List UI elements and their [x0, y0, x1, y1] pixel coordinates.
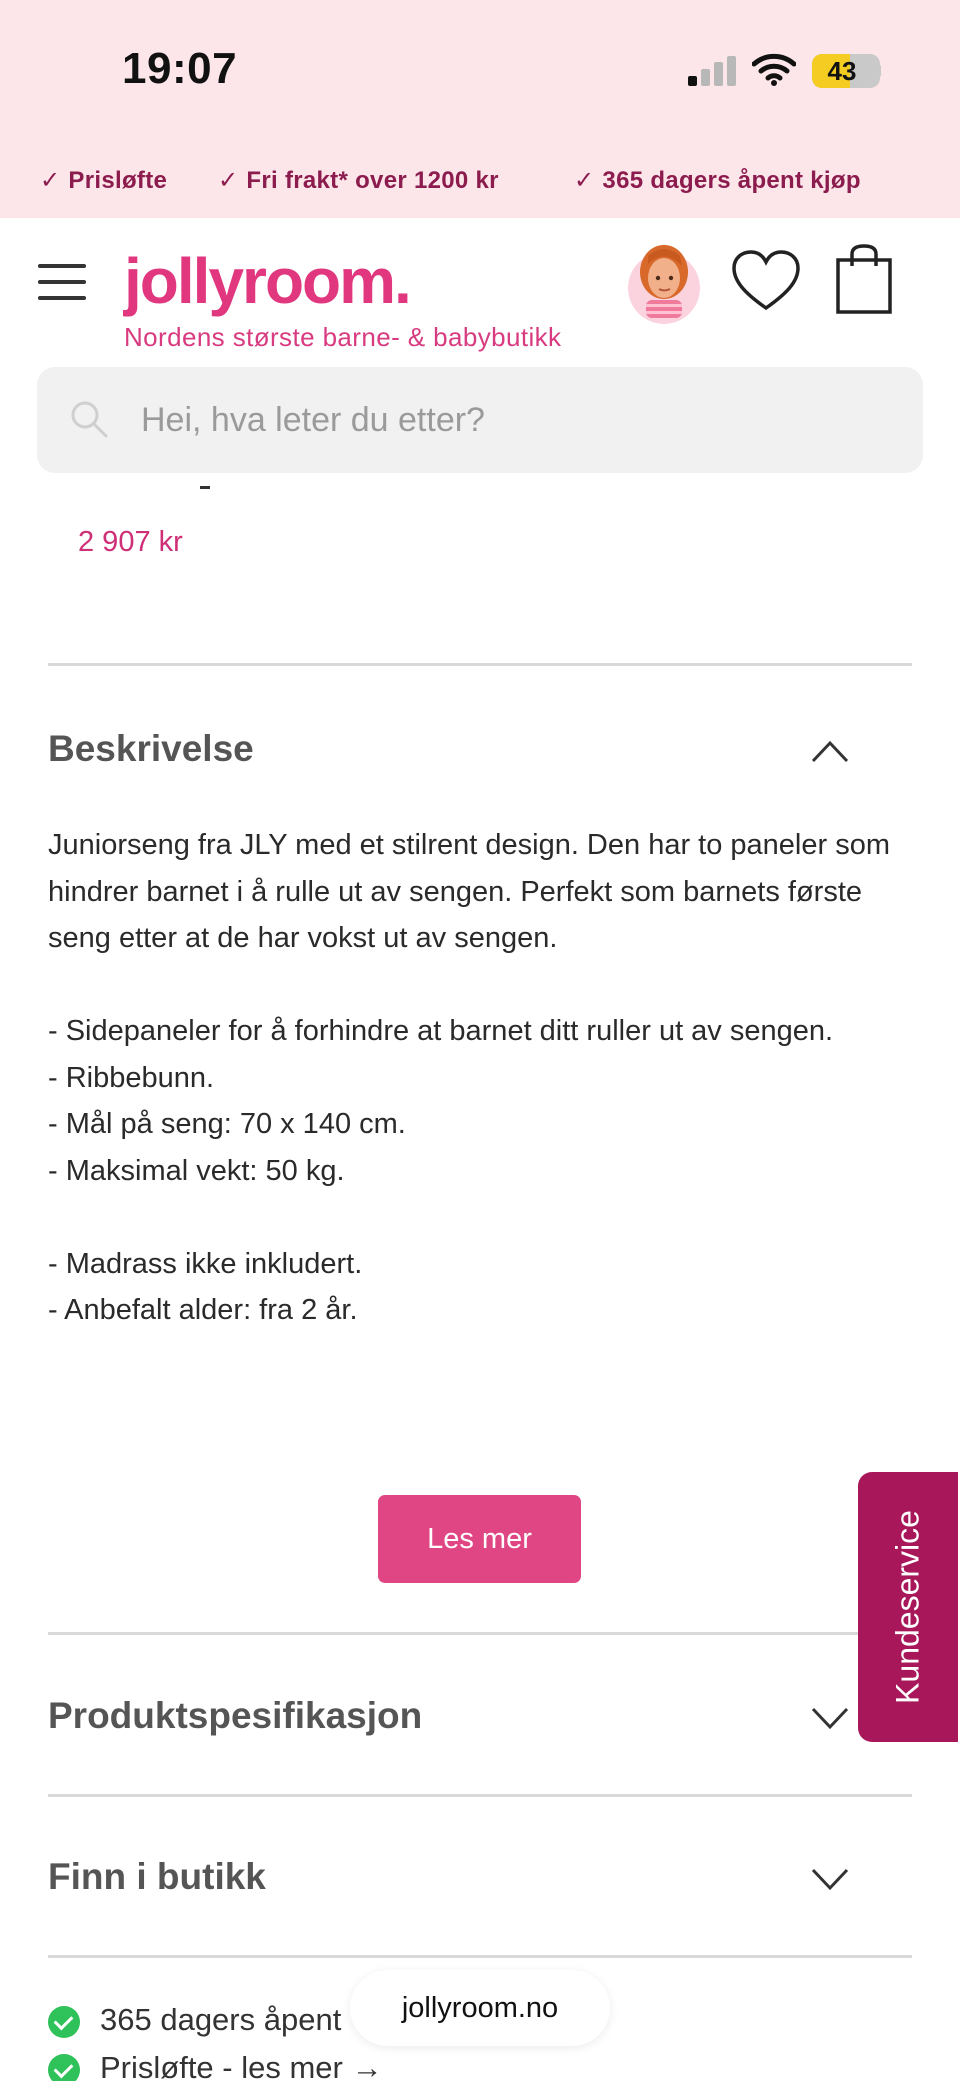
dash-mark [200, 486, 210, 489]
usp-item: ✓ 365 dagers åpent kjøp [574, 167, 861, 194]
product-description: Juniorseng fra JLY med et stilrent design. Den har to paneler som hindrer barnet i å rulle ut av sengen. Perfekt som barnets første seng etter at de har vokst ut av sengen. - Sidepaneler for å forhindre at barnet ditt ruller ut av sengen. - Ribbebunn. - Mål på seng: 70 x 140 cm. - Maksimal vekt: 50 kg. - Madrass ikke inkludert. - Anbefalt alder: fra 2 år. [48, 829, 890, 1326]
search-bar[interactable] [37, 367, 923, 473]
customer-service-tab[interactable] [858, 1472, 958, 1742]
read-more-button[interactable]: Les mer [378, 1495, 581, 1583]
search-icon [69, 399, 109, 439]
check-icon: ✓ [40, 167, 61, 194]
shopping-bag-icon[interactable] [834, 242, 894, 316]
usp-item: ✓ Prisløfte [40, 167, 168, 194]
section-divider [48, 1632, 912, 1635]
find-in-store-heading[interactable]: Finn i butikk [48, 1856, 266, 1897]
chevron-down-icon[interactable] [810, 1706, 850, 1732]
chevron-down-icon[interactable] [810, 1867, 850, 1893]
cellular-signal-icon [688, 56, 736, 86]
assistant-avatar-icon[interactable] [626, 236, 702, 326]
browser-url-bar[interactable]: jollyroom.no [350, 1970, 610, 2046]
usp-price-promise-link[interactable]: Prisløfte - les mer → [48, 2050, 382, 2081]
check-icon: ✓ [218, 167, 239, 194]
description-heading[interactable]: Beskrivelse [48, 728, 254, 769]
battery-icon [812, 54, 880, 88]
site-header [0, 218, 960, 366]
product-price: 2 907 kr [78, 526, 183, 558]
battery-tip [876, 64, 881, 78]
specifications-heading[interactable]: Produktspesifikasjon [48, 1695, 423, 1736]
battery-level: 43 [827, 56, 857, 86]
chevron-up-icon[interactable] [810, 738, 850, 764]
usp-strip [0, 140, 960, 218]
heart-icon[interactable] [730, 248, 802, 314]
section-divider [48, 1955, 912, 1958]
search-input[interactable] [141, 389, 881, 451]
green-check-icon [48, 2006, 80, 2038]
check-icon: ✓ [574, 167, 595, 194]
site-tagline: Nordens største barne- & babybutikk [124, 322, 562, 352]
section-divider [48, 1794, 912, 1797]
status-time: 19:07 [122, 44, 238, 93]
menu-icon[interactable] [38, 264, 86, 300]
status-bar [0, 0, 960, 140]
customer-service-label: Kundeservice [889, 1510, 926, 1704]
green-check-icon [48, 2054, 80, 2081]
wifi-icon [752, 52, 796, 86]
site-logo[interactable]: jollyroom. [124, 245, 410, 317]
usp-open-purchase[interactable]: 365 dagers åpent [48, 2002, 341, 2038]
usp-item: ✓ Fri frakt* over 1200 kr [218, 167, 499, 194]
section-divider [48, 663, 912, 666]
